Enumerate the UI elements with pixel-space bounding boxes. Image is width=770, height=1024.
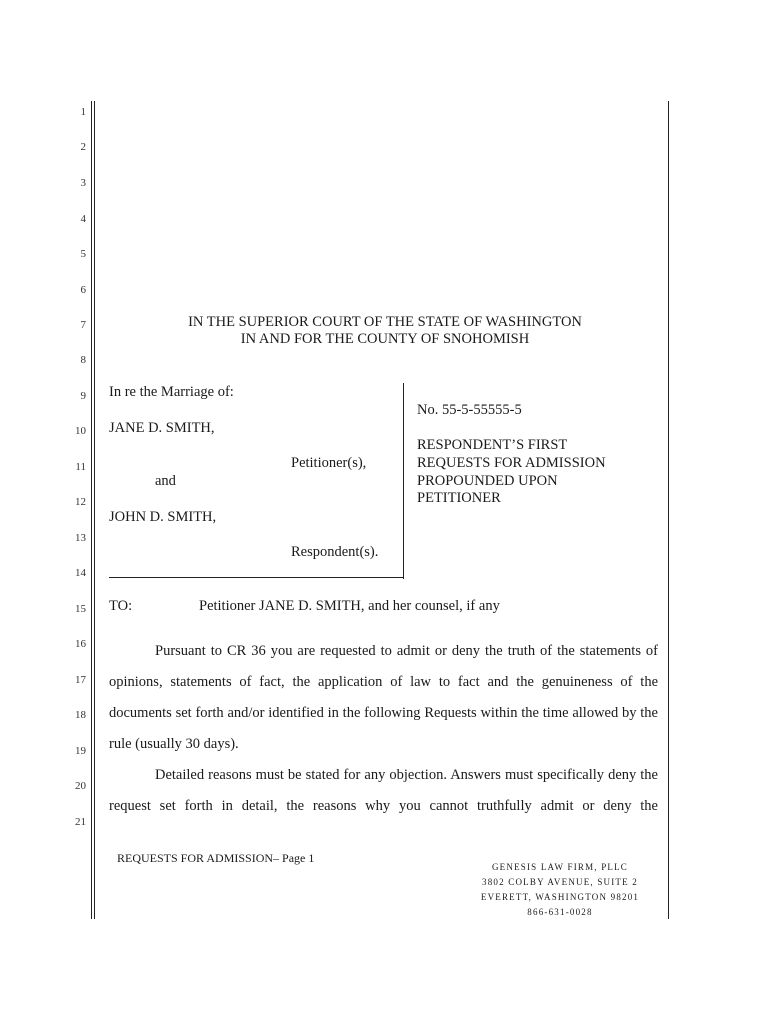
line-number: 13 xyxy=(75,532,86,544)
line-number: 17 xyxy=(75,674,86,686)
line-number: 10 xyxy=(75,425,86,437)
to-recipient: Petitioner JANE D. SMITH, and her counsel, if any xyxy=(199,598,500,614)
line-number: 1 xyxy=(80,106,86,118)
document-title-line: PROPOUNDED UPON xyxy=(417,473,558,489)
line-number: 4 xyxy=(80,213,86,225)
caption-divider xyxy=(403,383,404,579)
line-number: 5 xyxy=(80,248,86,260)
petitioner-role: Petitioner(s), xyxy=(291,455,367,471)
line-number: 12 xyxy=(75,496,86,508)
line-number: 11 xyxy=(75,461,86,473)
left-margin-rule-inner xyxy=(94,101,95,919)
body-paragraph-1-text: Pursuant to CR 36 you are requested to admit or deny the truth of the statements of opinions, statements of fact, the application of law to fact and the genuineness of the documents set forth and/or identified in the following Requests within the time allowed by the rule (usually 30 days). xyxy=(109,643,658,752)
petitioner-name: JANE D. SMITH, xyxy=(109,420,215,436)
document-title-line: PETITIONER xyxy=(417,490,501,506)
firm-address-line2: EVERETT, WASHINGTON 98201 xyxy=(480,892,640,902)
court-heading-line2: IN AND FOR THE COUNTY OF SNOHOMISH xyxy=(240,331,530,347)
line-number: 18 xyxy=(75,709,86,721)
document-title-line: RESPONDENT’S FIRST xyxy=(417,437,568,453)
body-paragraph-2 xyxy=(109,760,658,822)
line-number: 2 xyxy=(80,141,86,153)
left-margin-rule-outer xyxy=(91,101,92,919)
caption-and: and xyxy=(155,473,176,489)
to-label: TO: xyxy=(109,598,133,614)
line-number: 16 xyxy=(75,638,86,650)
case-number: No. 55-5-55555-5 xyxy=(417,402,522,418)
line-number: 21 xyxy=(75,816,86,828)
line-number: 8 xyxy=(80,354,86,366)
right-margin-rule xyxy=(668,101,669,919)
line-number: 3 xyxy=(80,177,86,189)
caption-bottom-rule xyxy=(109,577,404,578)
firm-address-line1: 3802 COLBY AVENUE, SUITE 2 xyxy=(482,877,638,887)
line-number: 20 xyxy=(75,780,86,792)
footer-page-label: REQUESTS FOR ADMISSION– Page 1 xyxy=(117,851,315,865)
line-number: 14 xyxy=(75,567,86,579)
body-paragraph-2-text: Detailed reasons must be stated for any objection. Answers must specifically deny the request set forth in detail, the reasons why you cannot truthfully admit or deny the xyxy=(109,767,658,814)
document-title-line: REQUESTS FOR ADMISSION xyxy=(417,455,606,471)
respondent-role: Respondent(s). xyxy=(291,544,379,560)
body-paragraph-1 xyxy=(109,636,658,760)
respondent-name: JOHN D. SMITH, xyxy=(109,509,217,525)
line-number: 15 xyxy=(75,603,86,615)
line-number: 19 xyxy=(75,745,86,757)
firm-name: GENESIS LAW FIRM, PLLC xyxy=(491,862,629,872)
line-number: 9 xyxy=(80,390,86,402)
court-heading-line1: IN THE SUPERIOR COURT OF THE STATE OF WASHINGTON xyxy=(188,314,582,330)
caption-in-re: In re the Marriage of: xyxy=(109,384,234,400)
firm-phone: 866-631-0028 xyxy=(527,907,593,917)
line-number: 7 xyxy=(80,319,86,331)
line-number: 6 xyxy=(80,284,86,296)
